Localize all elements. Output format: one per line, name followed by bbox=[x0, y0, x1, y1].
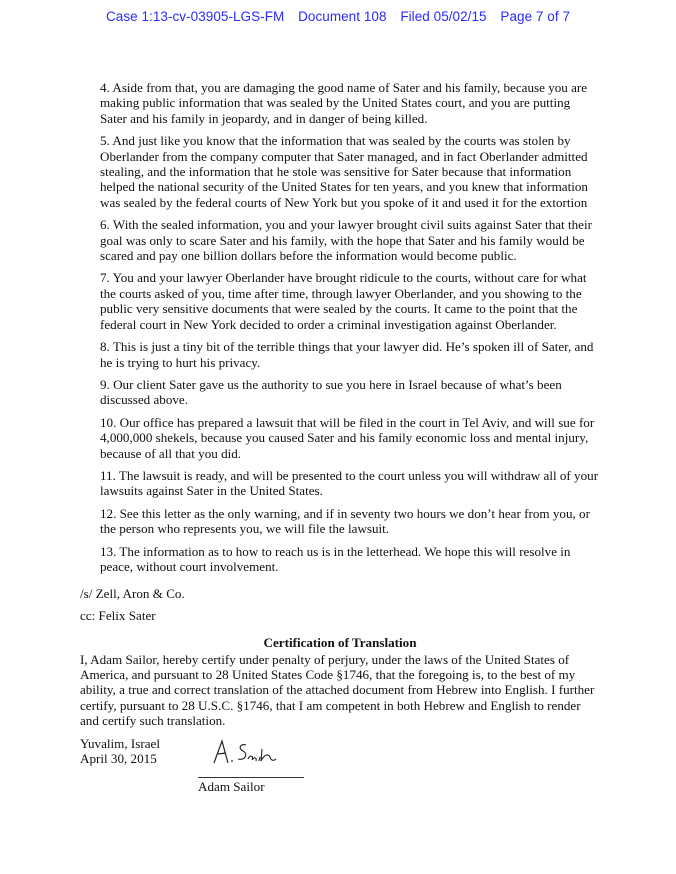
certification-body: I, Adam Sailor, hereby certify under penalty of perjury, under the laws of the United States of America, and pursuant to 28 United States Code §1746, that the foregoing is, to the best of my ability, a true and correct translation of the attached document from Hebrew into English. I further certify, pursuant to 28 U.S.C. §1746, that I am competent in both Hebrew and English to render and certify such translation. bbox=[80, 651, 595, 729]
paragraph-6: 6. With the sealed information, you and your lawyer brought civil suits against Sater that their goal was only to scare Sater and his family, with the hope that Sater and his family would be scared and pay one billion dollars before the information would become public. bbox=[100, 217, 592, 264]
paragraph-10: 10. Our office has prepared a lawsuit that will be filed in the court in Tel Aviv, and will sue for 4,000,000 shekels, because you caused Sater and his family economic loss and mental injury, because of all that you did. bbox=[100, 414, 595, 461]
paragraph-13: 13. The information as to how to reach us is in the letterhead. We hope this will resolve in peace, without court involvement. bbox=[100, 543, 571, 574]
paragraph-11: 11. The lawsuit is ready, and will be presented to the court unless you will withdraw all of your lawsuits against Sater in the United States. bbox=[100, 467, 599, 499]
signature-block bbox=[198, 737, 308, 795]
document-body bbox=[80, 80, 600, 766]
document-number: Document 108 bbox=[298, 9, 387, 24]
filed-date: Filed 05/02/15 bbox=[400, 9, 487, 24]
numbered-paragraphs bbox=[80, 80, 600, 574]
handwritten-signature-icon bbox=[198, 737, 308, 769]
paragraph-9: 9. Our client Sater gave us the authority to sue you here in Israel because of what’s been discussed above. bbox=[100, 376, 562, 408]
signature-rule bbox=[198, 777, 304, 778]
signature-firm: /s/ Zell, Aron & Co. bbox=[80, 586, 185, 602]
cc-line: cc: Felix Sater bbox=[80, 607, 156, 623]
page-number: Page 7 of 7 bbox=[500, 9, 571, 24]
paragraph-5: 5. And just like you know that the information that was sealed by the courts was stolen by Oberlander from the company computer that Sater managed, and in fact Oberlander admitted stealing, and the information that he stole was sensitive for Sater because that information helped the national security of the United States for ten years, and you knew that information was sealed by the federal courts of New York but you spoke of it and used it for the extortion bbox=[100, 133, 588, 210]
case-header bbox=[0, 9, 676, 24]
paragraph-12: 12. See this letter as the only warning, and if in seventy two hours we don’t hear from you, or the person who represents you, we will file the lawsuit. bbox=[100, 505, 590, 537]
certification-place: Yuvalim, Israel bbox=[80, 735, 160, 751]
paragraph-4: 4. Aside from that, you are damaging the good name of Sater and his family, because you are making public information that was sealed by the United States court, and you are putting Sater and his family in jeopardy, and in danger of being killed. bbox=[100, 80, 588, 126]
paragraph-7: 7. You and your lawyer Oberlander have brought ridicule to the courts, without care for what the courts asked of you, time after time, through lawyer Oberlander, and you showing to the public very sensitive documents that were sealed by the courts. It came to the point that the federal court in New York decided to order a criminal investigation against Oberlander. bbox=[100, 270, 587, 332]
certification-title: Certification of Translation bbox=[263, 635, 417, 651]
certification-date: April 30, 2015 bbox=[80, 751, 157, 767]
paragraph-8: 8. This is just a tiny bit of the terrible things that your lawyer did. He’s spoken ill of Sater, and he is trying to hurt his privacy. bbox=[100, 339, 594, 370]
case-number: Case 1:13-cv-03905-LGS-FM bbox=[105, 9, 285, 24]
signer-name: Adam Sailor bbox=[198, 779, 265, 794]
